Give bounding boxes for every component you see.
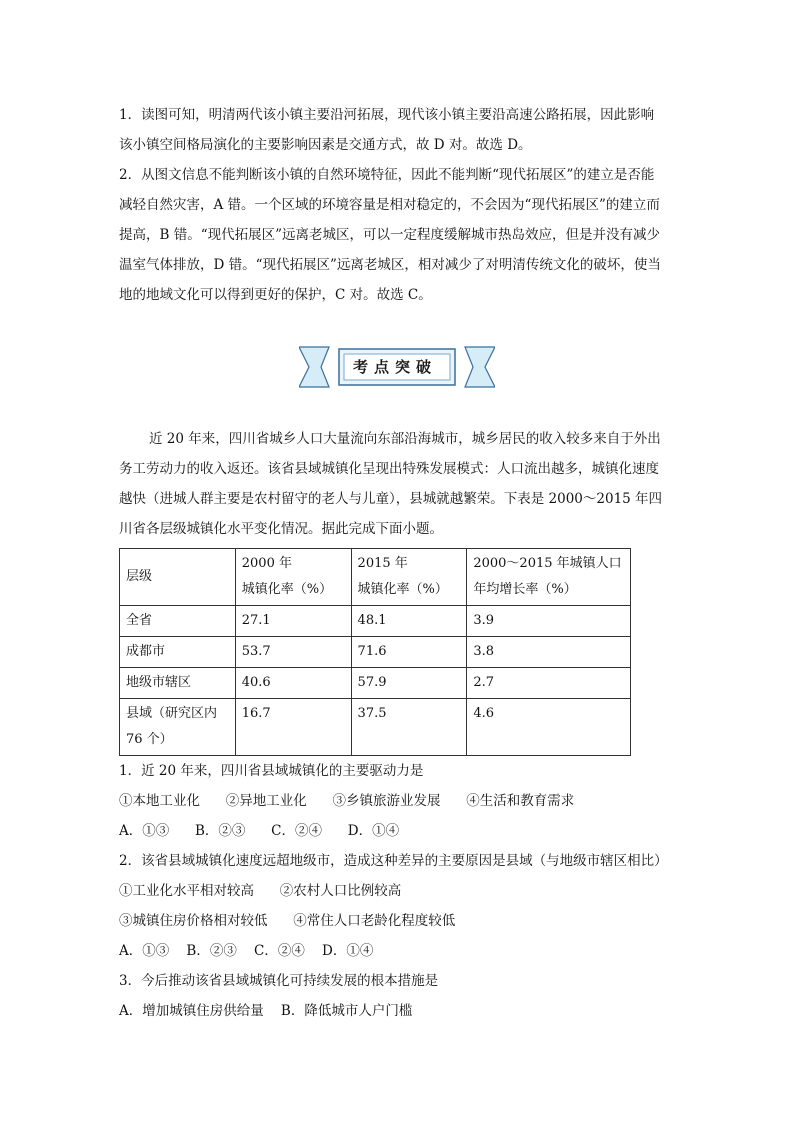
table-header-cell — [235, 549, 351, 606]
table-cell: 53.7 — [235, 637, 351, 668]
table-cell — [120, 699, 236, 756]
header-line: 城镇化率（%） — [357, 582, 448, 597]
intro-line: 越快（进城人群主要是农村留守的老人与儿童），县城就越繁荣。下表是 2000～2015 年四 — [119, 491, 663, 507]
header-line: 城镇化率（%） — [241, 582, 333, 597]
table-cell: 71.6 — [351, 637, 467, 668]
header-line: 年均增长率（%） — [473, 582, 577, 597]
header-line: 2000 年 — [241, 556, 292, 571]
table-cell: 3.8 — [467, 637, 631, 668]
table-cell: 全省 — [120, 606, 236, 637]
table-cell: 成都市 — [120, 637, 236, 668]
header-line: 2000～2015 年城镇人口 — [473, 556, 622, 571]
explanation-block — [119, 100, 679, 310]
intro-block — [119, 424, 679, 544]
table-cell: 48.1 — [351, 606, 467, 637]
question-stem: 1．近 20 年来，四川省县域城镇化的主要驱动力是 — [119, 763, 424, 779]
table-cell: 37.5 — [351, 699, 467, 756]
explanation-line: 提高，B 错。“现代拓展区”远离老城区，可以一定程度缓解城市热岛效应，但是并没有减少 — [119, 227, 661, 243]
table-cell: 16.7 — [235, 699, 351, 756]
table-cell: 3.9 — [467, 606, 631, 637]
intro-line: 务工劳动力的收入返还。该省县域城镇化呈现出特殊发展模式：人口流出越多，城镇化速度 — [119, 461, 659, 477]
table-cell: 57.9 — [351, 668, 467, 699]
table-cell: 4.6 — [467, 699, 631, 756]
explanation-line: 减轻自然灾害，A 错。一个区域的环境容量是相对稳定的，不会因为“现代拓展区”的建立而 — [119, 197, 660, 213]
section-banner-title: 考点突破 — [352, 358, 437, 376]
question-options: ③城镇住房价格相对较低 ④常住人口老龄化程度较低 — [119, 913, 456, 929]
table-header-row — [120, 549, 631, 606]
explanation-line: 该小镇空间格局演化的主要影响因素是交通方式，故 D 对。故选 D。 — [119, 137, 532, 153]
table-row — [120, 668, 631, 699]
table-header-cell — [351, 549, 467, 606]
table-cell: 27.1 — [235, 606, 351, 637]
urbanization-table — [119, 548, 631, 756]
cell-line: 76 个） — [126, 732, 173, 747]
header-line: 2015 年 — [357, 556, 408, 571]
intro-line: 近 20 年来，四川省城乡人口大量流向东部沿海城市，城乡居民的收入较多来自于外出 — [149, 431, 661, 447]
question-options: ①工业化水平相对较高 ②农村人口比例较高 — [119, 883, 402, 899]
table-row — [120, 699, 631, 756]
question-choices: A．①③ B．②③ C．②④ D．①④ — [119, 823, 400, 839]
question-choices: A．增加城镇住房供给量 B．降低城市人户门槛 — [119, 1003, 413, 1019]
question-choices: A．①③ B．②③ C．②④ D．①④ — [119, 943, 374, 959]
cell-line: 县域（研究区内 — [126, 706, 218, 721]
question-stem: 2．该省县域城镇化速度远超地级市，造成这种差异的主要原因是县域（与地级市辖区相比） — [119, 853, 668, 869]
table-cell: 2.7 — [467, 668, 631, 699]
explanation-line: 地的地域文化可以得到更好的保护，C 对。故选 C。 — [119, 287, 432, 303]
question-options: ①本地工业化 ②异地工业化 ③乡镇旅游业发展 ④生活和教育需求 — [119, 793, 575, 809]
intro-line: 川省各层级城镇化水平变化情况。据此完成下面小题。 — [119, 521, 443, 537]
table-row — [120, 637, 631, 668]
table-cell: 40.6 — [235, 668, 351, 699]
questions-block — [119, 756, 689, 1026]
table-cell: 地级市辖区 — [120, 668, 236, 699]
explanation-line: 温室气体排放，D 错。“现代拓展区”远离老城区，相对减少了对明清传统文化的破坏，使当 — [119, 257, 661, 273]
table-row — [120, 606, 631, 637]
explanation-line: 1．读图可知，明清两代该小镇主要沿河拓展，现代该小镇主要沿高速公路拓展，因此影响 — [119, 107, 655, 123]
table-header-cell — [467, 549, 631, 606]
explanation-line: 2．从图文信息不能判断该小镇的自然环境特征，因此不能判断“现代拓展区”的建立是否能 — [119, 167, 655, 183]
table-header-cell: 层级 — [120, 549, 236, 606]
question-stem: 3．今后推动该省县域城镇化可持续发展的根本措施是 — [119, 973, 439, 989]
